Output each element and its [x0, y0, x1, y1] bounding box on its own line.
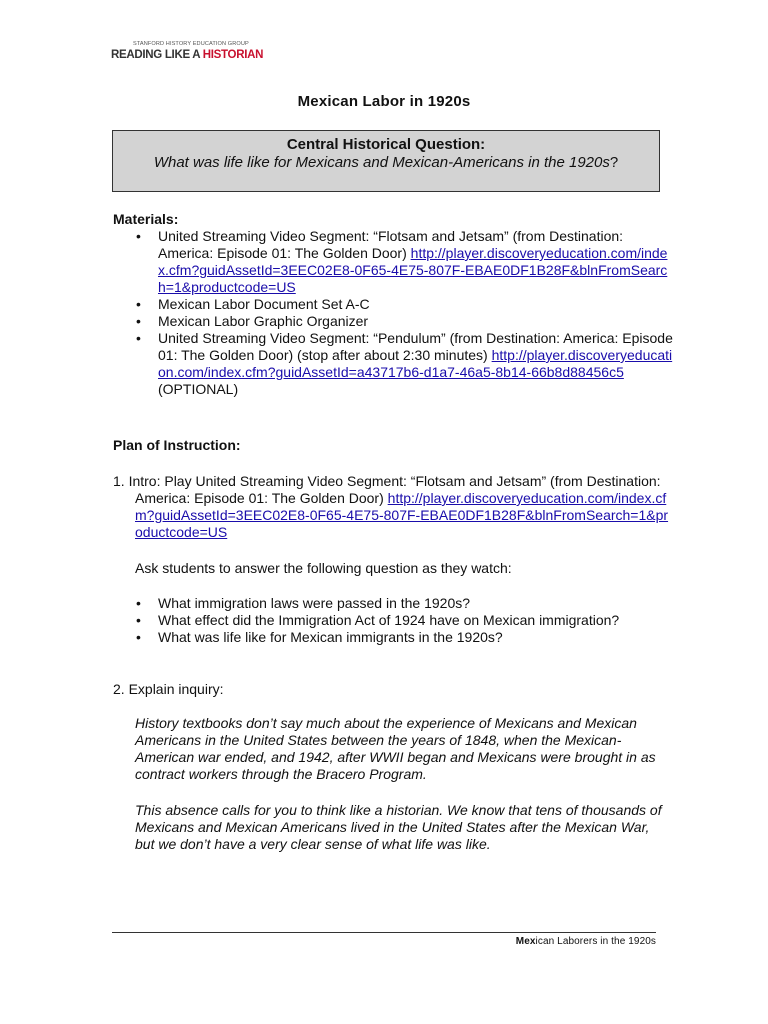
- logo-wordmark-part1: READING LIKE A: [111, 49, 203, 61]
- material-item-4-suffix: (OPTIONAL): [158, 381, 239, 397]
- central-question-mark: ?: [609, 154, 619, 171]
- logo-wordmark: [111, 48, 264, 62]
- footer-rest: ican Laborers in the 1920s: [535, 936, 656, 947]
- materials-list: [113, 228, 673, 398]
- plan-step-1: [113, 473, 673, 541]
- central-question-body: What was life like for Mexicans and Mexican-Americans in the 1920s: [153, 154, 610, 171]
- material-item-4-text: United Streaming Video Segment: “Pendulum” (from Destination: America: Episode 01: The Golden Door) (stop after about 2:30 minutes): [158, 330, 673, 363]
- materials-section: [113, 211, 673, 398]
- ask-instruction: Ask students to answer the following question as they watch:: [135, 560, 512, 576]
- footer: [112, 936, 656, 947]
- plan-step-2: 2. Explain inquiry:: [113, 681, 224, 697]
- material-item-1-link[interactable]: http://player.discoveryeducation.com/index.cfm?guidAssetId=3EEC02E8-0F65-4E75-807F-EBAE0DF1B28F&blnFromSearch=1&productcode=US: [158, 245, 668, 295]
- central-question-heading: Central Historical Question:: [286, 136, 486, 153]
- logo-group-name: STANFORD HISTORY EDUCATION GROUP: [133, 41, 249, 47]
- inquiry-paragraph-1: History textbooks don’t say much about the experience of Mexicans and Mexican Americans in the United States between the years of 1848, when the Mexican-American war ended, and 1942, after WWII began and Mexicans were brought in as contract workers through the Bracero Program.: [135, 715, 656, 782]
- list-item: • What effect did the Immigration Act of 1924 have on Mexican immigration?: [113, 612, 673, 629]
- plan-heading: Plan of Instruction:: [113, 437, 241, 453]
- plan-step-1-link[interactable]: http://player.discoveryeducation.com/index.cfm?guidAssetId=3EEC02E8-0F65-4E75-807F-EBAE0DF1B28F&blnFromSearch=1&productcode=US: [135, 490, 669, 540]
- footer-divider: [112, 932, 656, 933]
- page-title: Mexican Labor in 1920s: [297, 93, 471, 110]
- list-item: [113, 330, 673, 398]
- list-item: • What was life like for Mexican immigrants in the 1920s?: [113, 629, 673, 646]
- central-question-box: [112, 130, 660, 192]
- logo: [111, 41, 264, 62]
- list-item: • Mexican Labor Graphic Organizer: [113, 313, 673, 330]
- list-item: [113, 228, 673, 296]
- list-item: • Mexican Labor Document Set A-C: [113, 296, 673, 313]
- plan-step-1-text: 1. Intro: Play United Streaming Video Segment: “Flotsam and Jetsam” (from Destination: America: Episode 01: The Golden Door): [113, 473, 661, 506]
- central-question-text: [113, 154, 659, 172]
- guiding-questions: [113, 595, 673, 646]
- list-item: • What immigration laws were passed in the 1920s?: [113, 595, 673, 612]
- material-item-4-link[interactable]: http://player.discoveryeducation.com/index.cfm?guidAssetId=a43717b6-d1a7-46a5-8b14-66b8d88456c5: [158, 347, 673, 380]
- footer-bold: Mex: [515, 936, 536, 947]
- logo-wordmark-part2: HISTORIAN: [202, 49, 264, 61]
- inquiry-paragraph-2: This absence calls for you to think like a historian. We know that tens of thousands of Mexicans and Mexican Americans lived in the United States after the Mexican War, but we don’t have a very clear sense of what life was like.: [135, 802, 662, 852]
- questions-list: [113, 595, 673, 646]
- material-item-1-text: United Streaming Video Segment: “Flotsam and Jetsam” (from Destination: America: Episode 01: The Golden Door): [158, 228, 624, 261]
- materials-heading: Materials:: [113, 211, 179, 227]
